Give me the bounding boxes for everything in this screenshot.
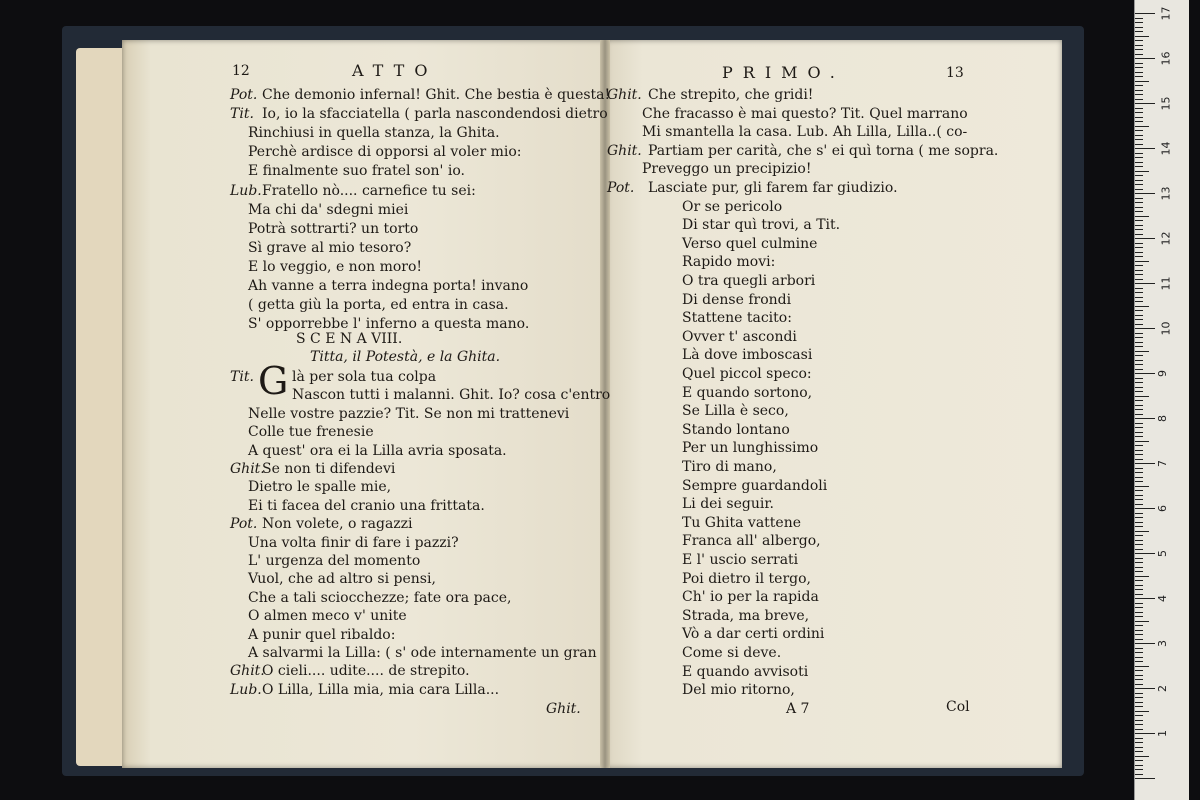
text-line: Vuol, che ad altro si pensi, [248, 571, 436, 588]
ruler-tick [1135, 589, 1143, 590]
ruler-tick [1135, 139, 1143, 140]
text-line: là per sola tua colpa [292, 369, 437, 385]
ruler-tick [1135, 90, 1143, 91]
text-line: Mi smantella la casa. Lub. Ah Lilla, Lilla..( co- [642, 124, 968, 141]
ruler-tick [1135, 774, 1143, 775]
ruler-tick [1135, 274, 1143, 275]
speaker-label: Pot. [230, 87, 258, 103]
text-line: Or se pericolo [682, 198, 783, 215]
text-line: Se non ti difendevi [262, 461, 396, 477]
ruler-tick [1135, 765, 1143, 766]
ruler-tick [1135, 373, 1155, 374]
text-line: Per un lunghissimo [682, 440, 819, 457]
ruler-tick [1135, 265, 1143, 266]
ruler-tick [1135, 436, 1143, 437]
ruler-tick [1135, 679, 1143, 680]
ruler-tick [1135, 117, 1143, 118]
ruler-tick [1135, 432, 1143, 433]
text-line: Ovver t' ascondi [682, 328, 797, 345]
ruler-tick [1135, 148, 1155, 149]
ruler-tick [1135, 198, 1143, 199]
text-line: E l' uscio serrati [682, 552, 799, 568]
measuring-ruler [1134, 0, 1189, 800]
drop-cap: G [258, 359, 289, 403]
text-line: Verso quel culmine [682, 235, 818, 252]
ruler-tick [1135, 85, 1143, 86]
scene-title: S C E N A VIII. [296, 331, 403, 347]
text-line: Stattene tacito: [682, 310, 792, 327]
speaker-label: Lub. [230, 182, 262, 199]
ruler-number: 9 [1156, 370, 1169, 377]
text-line: Franca all' albergo, [682, 533, 821, 550]
page-number: 13 [946, 65, 964, 81]
ruler-tick [1135, 337, 1143, 338]
text-line: O Lilla, Lilla mia, mia cara Lilla... [262, 681, 500, 698]
ruler-tick [1135, 630, 1143, 631]
ruler-tick [1135, 81, 1149, 82]
ruler-tick [1135, 328, 1155, 329]
ruler-tick [1135, 283, 1155, 284]
ruler-tick [1135, 756, 1149, 757]
ruler-tick [1135, 535, 1143, 536]
ruler-tick [1135, 72, 1143, 73]
ruler-tick [1135, 220, 1143, 221]
ruler-tick [1135, 234, 1143, 235]
ruler-tick [1135, 333, 1143, 334]
ruler-tick [1135, 400, 1143, 401]
ruler-tick [1135, 382, 1143, 383]
ruler-number: 16 [1159, 51, 1173, 66]
speaker-label: Pot. [230, 516, 258, 533]
ruler-tick [1135, 54, 1143, 55]
text-line: Non volete, o ragazzi [262, 516, 413, 533]
ruler-tick [1135, 571, 1143, 572]
ruler-tick [1135, 684, 1143, 685]
ruler-tick [1135, 477, 1143, 478]
text-line: Ch' io per la rapida [682, 589, 819, 606]
ruler-number: 4 [1156, 595, 1169, 602]
ruler-tick [1135, 409, 1143, 410]
ruler-tick [1135, 486, 1149, 487]
ruler-tick [1135, 711, 1149, 712]
ruler-tick [1135, 441, 1149, 442]
ruler-tick [1135, 526, 1143, 527]
text-line: O almen meco v' unite [248, 608, 407, 625]
speaker-label: Ghit. [230, 461, 265, 477]
speaker-label: Pot. [607, 180, 635, 196]
ruler-tick [1135, 585, 1143, 586]
ruler-tick [1135, 351, 1149, 352]
ruler-tick [1135, 544, 1143, 545]
text-line: Una volta finir di fare i pazzi? [248, 534, 459, 551]
ruler-number: 15 [1159, 96, 1173, 111]
ruler-tick [1135, 688, 1155, 689]
text-line: O cieli.... udite.... de strepito. [262, 663, 470, 680]
ruler-tick [1135, 549, 1143, 550]
ruler-number: 13 [1159, 186, 1173, 201]
text-line: Quel piccol speco: [682, 366, 812, 382]
ruler-tick [1135, 504, 1143, 505]
ruler-tick [1135, 697, 1143, 698]
ruler-tick [1135, 472, 1143, 473]
ruler-number: 12 [1159, 231, 1173, 246]
ruler-number: 3 [1156, 640, 1169, 647]
ruler-tick [1135, 310, 1143, 311]
text-line: ( getta giù la porta, ed entra in casa. [248, 297, 509, 314]
ruler-tick [1135, 297, 1143, 298]
ruler-tick [1135, 58, 1155, 59]
ruler-tick [1135, 751, 1143, 752]
ruler-number: 17 [1159, 6, 1173, 21]
ruler-tick [1135, 522, 1143, 523]
ruler-tick [1135, 468, 1143, 469]
speaker-label: Ghit. [607, 142, 642, 159]
ruler-tick [1135, 27, 1143, 28]
ruler-tick [1135, 202, 1143, 203]
ruler-tick [1135, 553, 1155, 554]
ruler-tick [1135, 31, 1143, 32]
text-line: Vò a dar certi ordini [682, 626, 825, 643]
ruler-tick [1135, 414, 1143, 415]
ruler-tick [1135, 279, 1143, 280]
ruler-tick [1135, 729, 1143, 730]
ruler-tick [1135, 301, 1143, 302]
ruler-tick [1135, 45, 1143, 46]
ruler-tick [1135, 670, 1143, 671]
ruler-tick [1135, 36, 1149, 37]
ruler-tick [1135, 180, 1143, 181]
ruler-tick [1135, 738, 1143, 739]
ruler-tick [1135, 598, 1155, 599]
ruler-number: 14 [1159, 141, 1173, 156]
ruler-tick [1135, 481, 1143, 482]
text-line: Di star quì trovi, a Tit. [682, 217, 841, 234]
ruler-tick [1135, 229, 1143, 230]
ruler-tick [1135, 94, 1143, 95]
ruler-tick [1135, 175, 1143, 176]
text-line: Come si deve. [682, 645, 782, 661]
ruler-tick [1135, 103, 1155, 104]
ruler-tick [1135, 18, 1143, 19]
ruler-tick [1135, 324, 1143, 325]
text-line: Nascon tutti i malanni. Ghit. Io? cosa c'entro [292, 387, 611, 404]
ruler-tick [1135, 666, 1149, 667]
ruler-tick [1135, 193, 1155, 194]
ruler-tick [1135, 517, 1143, 518]
ruler-tick [1135, 49, 1143, 50]
text-line: Tu Ghita vattene [682, 514, 801, 531]
text-line: Che a tali sciocchezze; fate ora pace, [248, 589, 512, 606]
text-line: Stando lontano [682, 421, 790, 438]
ruler-tick [1135, 621, 1149, 622]
ruler-tick [1135, 360, 1143, 361]
text-line: Tiro di mano, [682, 459, 777, 475]
ruler-tick [1135, 427, 1143, 428]
ruler-tick [1135, 189, 1143, 190]
ruler-tick [1135, 657, 1143, 658]
ruler-tick [1135, 499, 1143, 500]
catchword: Col [946, 699, 970, 715]
ruler-tick [1135, 760, 1143, 761]
ruler-tick [1135, 270, 1143, 271]
text-line: Poi dietro il tergo, [682, 570, 811, 587]
ruler-tick [1135, 733, 1155, 734]
ruler-number: 11 [1159, 276, 1173, 291]
text-line: Lasciate pur, gli farem far giudizio. [648, 180, 898, 196]
text-line: Strada, ma breve, [682, 607, 810, 624]
ruler-tick [1135, 40, 1143, 41]
ruler-tick [1135, 292, 1143, 293]
ruler-tick [1135, 247, 1143, 248]
text-line: Fratello nò.... carnefice tu sei: [262, 182, 476, 199]
speaker-label: Lub. [230, 681, 262, 698]
text-line: Che fracasso è mai questo? Tit. Quel marrano [642, 105, 968, 122]
ruler-tick [1135, 63, 1143, 64]
text-line: S' opporrebbe l' inferno a questa mano. [248, 316, 530, 333]
ruler-tick [1135, 661, 1143, 662]
ruler-tick [1135, 153, 1143, 154]
text-line: Perchè ardisce di opporsi al voler mio: [248, 144, 522, 161]
speaker-label: Ghit. [230, 663, 265, 680]
ruler-tick [1135, 513, 1143, 514]
ruler-tick [1135, 607, 1143, 608]
text-line: A punir quel ribaldo: [248, 626, 396, 643]
ruler-tick [1135, 67, 1143, 68]
ruler-number: 10 [1159, 321, 1173, 336]
signature-mark: A 7 [786, 701, 810, 717]
ruler-tick [1135, 99, 1143, 100]
ruler-tick [1135, 364, 1143, 365]
ruler-tick [1135, 490, 1143, 491]
ruler-tick [1135, 121, 1143, 122]
ruler-tick [1135, 306, 1149, 307]
text-line: Là dove imboscasi [682, 347, 813, 364]
text-line: Sempre guardandoli [682, 477, 828, 494]
ruler-tick [1135, 22, 1143, 23]
ruler-tick [1135, 702, 1143, 703]
scene-cast: Titta, il Potestà, e la Ghita. [310, 349, 501, 365]
ruler-tick [1135, 423, 1143, 424]
ruler-tick [1135, 252, 1143, 253]
ruler-tick [1135, 418, 1155, 419]
ruler-tick [1135, 747, 1143, 748]
text-line: Se Lilla è seco, [682, 403, 789, 420]
ruler-tick [1135, 157, 1143, 158]
ruler-tick [1135, 576, 1149, 577]
ruler-tick [1135, 616, 1143, 617]
ruler-tick [1135, 112, 1143, 113]
text-line: Che demonio infernal! Ghit. Che bestia è questa! [262, 87, 611, 103]
text-line: Nelle vostre pazzie? Tit. Se non mi trattenevi [248, 405, 570, 422]
text-line: E quando sortono, [682, 384, 813, 401]
text-line: Preveggo un precipizio! [642, 161, 812, 178]
text-line: Li dei seguir. [682, 496, 774, 513]
ruler-tick [1135, 256, 1143, 257]
ruler-tick [1135, 211, 1143, 212]
ruler-tick [1135, 558, 1143, 559]
text-line: E finalmente suo fratel son' io. [248, 163, 465, 180]
ruler-tick [1135, 135, 1143, 136]
ruler-tick [1135, 508, 1155, 509]
ruler-tick [1135, 261, 1149, 262]
ruler-tick [1135, 459, 1143, 460]
ruler-tick [1135, 531, 1149, 532]
speaker-label: Ghit. [607, 87, 642, 103]
text-line: Io, io la sfacciatella ( parla nascondendosi dietro [262, 106, 608, 123]
running-head: ATTO [352, 61, 438, 80]
ruler-tick [1135, 243, 1143, 244]
text-line: Colle tue frenesie [248, 424, 374, 441]
ruler-tick [1135, 171, 1149, 172]
ruler-tick [1135, 612, 1143, 613]
catchword: Ghit. [546, 701, 581, 717]
ruler-tick [1135, 463, 1155, 464]
ruler-tick [1135, 778, 1155, 779]
text-line: Ma chi da' sdegni miei [248, 201, 409, 218]
ruler-tick [1135, 450, 1143, 451]
running-head: PRIMO. [722, 63, 845, 82]
speaker-label: Tit. [230, 369, 254, 385]
ruler-tick [1135, 540, 1143, 541]
ruler-tick [1135, 378, 1143, 379]
ruler-tick [1135, 769, 1143, 770]
ruler-tick [1135, 625, 1143, 626]
ruler-tick [1135, 108, 1143, 109]
ruler-tick [1135, 130, 1143, 131]
text-line: E quando avvisoti [682, 663, 809, 680]
ruler-tick [1135, 675, 1143, 676]
text-line: Che strepito, che gridi! [648, 87, 814, 103]
text-line: L' urgenza del momento [248, 553, 421, 569]
text-line: Rinchiusi in quella stanza, la Ghita. [248, 125, 500, 142]
ruler-tick [1135, 13, 1155, 14]
ruler-tick [1135, 594, 1143, 595]
ruler-tick [1135, 445, 1143, 446]
ruler-tick [1135, 396, 1149, 397]
ruler-tick [1135, 562, 1143, 563]
ruler-tick [1135, 319, 1143, 320]
ruler-number: 8 [1156, 415, 1169, 422]
ruler-tick [1135, 742, 1143, 743]
ruler-tick [1135, 405, 1143, 406]
ruler-tick [1135, 567, 1143, 568]
ruler-tick [1135, 580, 1143, 581]
ruler-number: 2 [1156, 685, 1169, 692]
ruler-tick [1135, 391, 1143, 392]
text-line: A salvarmi la Lilla: ( s' ode internamente un gran [248, 645, 597, 661]
ruler-tick [1135, 720, 1143, 721]
text-line: E lo veggio, e non moro! [248, 258, 423, 275]
ruler-tick [1135, 603, 1143, 604]
ruler-tick [1135, 126, 1149, 127]
ruler-tick [1135, 207, 1143, 208]
ruler-tick [1135, 639, 1143, 640]
ruler-tick [1135, 342, 1143, 343]
ruler-number: 6 [1156, 505, 1169, 512]
text-line: Di dense frondi [682, 291, 792, 308]
ruler-tick [1135, 288, 1143, 289]
ruler-tick [1135, 315, 1143, 316]
ruler-tick [1135, 355, 1143, 356]
ruler-tick [1135, 724, 1143, 725]
ruler-tick [1135, 76, 1143, 77]
ruler-tick [1135, 369, 1143, 370]
page-number: 12 [232, 63, 250, 79]
text-line: A quest' ora ei la Lilla avria sposata. [248, 442, 507, 459]
text-line: Potrà sottrarti? un torto [248, 220, 419, 237]
ruler-tick [1135, 643, 1155, 644]
ruler-tick [1135, 634, 1143, 635]
ruler-tick [1135, 346, 1143, 347]
text-line: Rapido movi: [682, 254, 776, 271]
text-line: O tra quegli arbori [682, 273, 816, 289]
text-line: Sì grave al mio tesoro? [248, 239, 412, 256]
ruler-tick [1135, 216, 1149, 217]
ruler-tick [1135, 225, 1143, 226]
text-line: Ei ti facea del cranio una frittata. [248, 497, 485, 514]
text-line: Dietro le spalle mie, [248, 479, 392, 496]
ruler-tick [1135, 162, 1143, 163]
ruler-tick [1135, 238, 1155, 239]
ruler-tick [1135, 706, 1143, 707]
ruler-tick [1135, 495, 1143, 496]
ruler-tick [1135, 387, 1143, 388]
ruler-tick [1135, 715, 1143, 716]
ruler-tick [1135, 166, 1143, 167]
ruler-tick [1135, 693, 1143, 694]
ruler-number: 7 [1156, 460, 1169, 467]
speaker-label: Tit. [230, 106, 254, 123]
text-line: Del mio ritorno, [682, 682, 795, 699]
ruler-tick [1135, 648, 1143, 649]
ruler-tick [1135, 144, 1143, 145]
ruler-number: 5 [1156, 550, 1169, 557]
ruler-tick [1135, 652, 1143, 653]
ruler-tick [1135, 454, 1143, 455]
text-line: Partiam per carità, che s' ei quì torna ( me sopra. [648, 142, 999, 159]
ruler-number: 1 [1156, 730, 1169, 737]
ruler-tick [1135, 184, 1143, 185]
text-line: Ah vanne a terra indegna porta! invano [248, 278, 529, 294]
